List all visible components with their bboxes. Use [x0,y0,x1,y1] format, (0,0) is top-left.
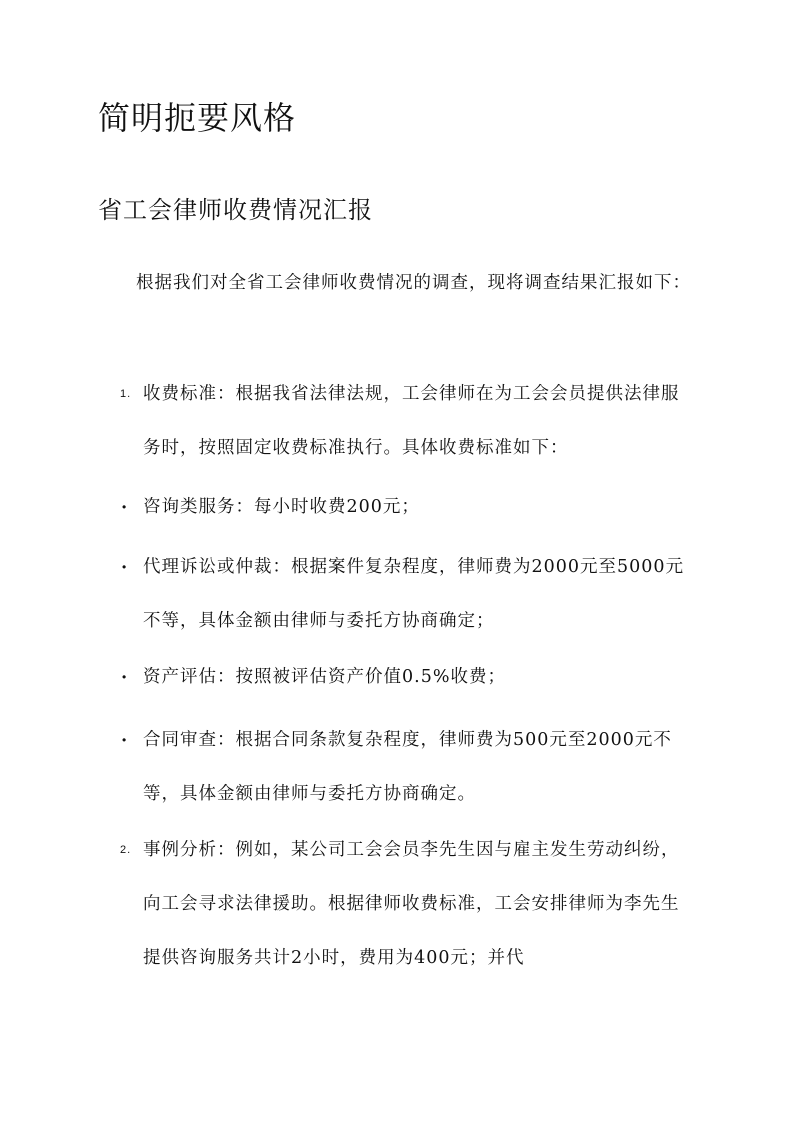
list-item-text: 事例分析：例如，某公司工会会员李先生因与雇主发生劳动纠纷，向工会寻求法律援助。根据律师收费标准，工会安排律师为李先生提供咨询服务共计2小时，费用为400元；并代 [143,840,680,968]
bullet-icon: • [122,500,128,514]
list-item-case-analysis [98,823,698,985]
section-title: 省工会律师收费情况汇报 [98,196,373,224]
list-number: 1. [120,388,132,400]
list-item-asset-evaluation [98,650,698,704]
list-item-text: 代理诉讼或仲裁：根据案件复杂程度，律师费为2000元至5000元不等，具体金额由律师与委托方协商确定； [143,557,685,631]
list-item-consulting [98,480,698,534]
intro-paragraph: 根据我们对全省工会律师收费情况的调查，现将调查结果汇报如下： [136,273,691,293]
list-item-text: 收费标准：根据我省法律法规，工会律师在为工会会员提供法律服务时，按照固定收费标准执行。具体收费标准如下： [143,384,680,458]
list-item-text: 咨询类服务：每小时收费200元； [143,497,420,517]
document-title: 简明扼要风格 [98,99,297,137]
list-item-text: 合同审查：根据合同条款复杂程度，律师费为500元至2000元不等，具体金额由律师与委托方协商确定。 [143,730,672,804]
list-item-fee-standard [98,367,698,475]
list-item-contract-review [98,713,698,821]
bullet-icon: • [122,560,128,574]
list-number: 2. [120,844,132,856]
bullet-icon: • [122,670,128,684]
list-item-litigation [98,540,698,648]
bullet-icon: • [122,733,128,747]
list-item-text: 资产评估：按照被评估资产价值0.5%收费； [143,667,506,687]
